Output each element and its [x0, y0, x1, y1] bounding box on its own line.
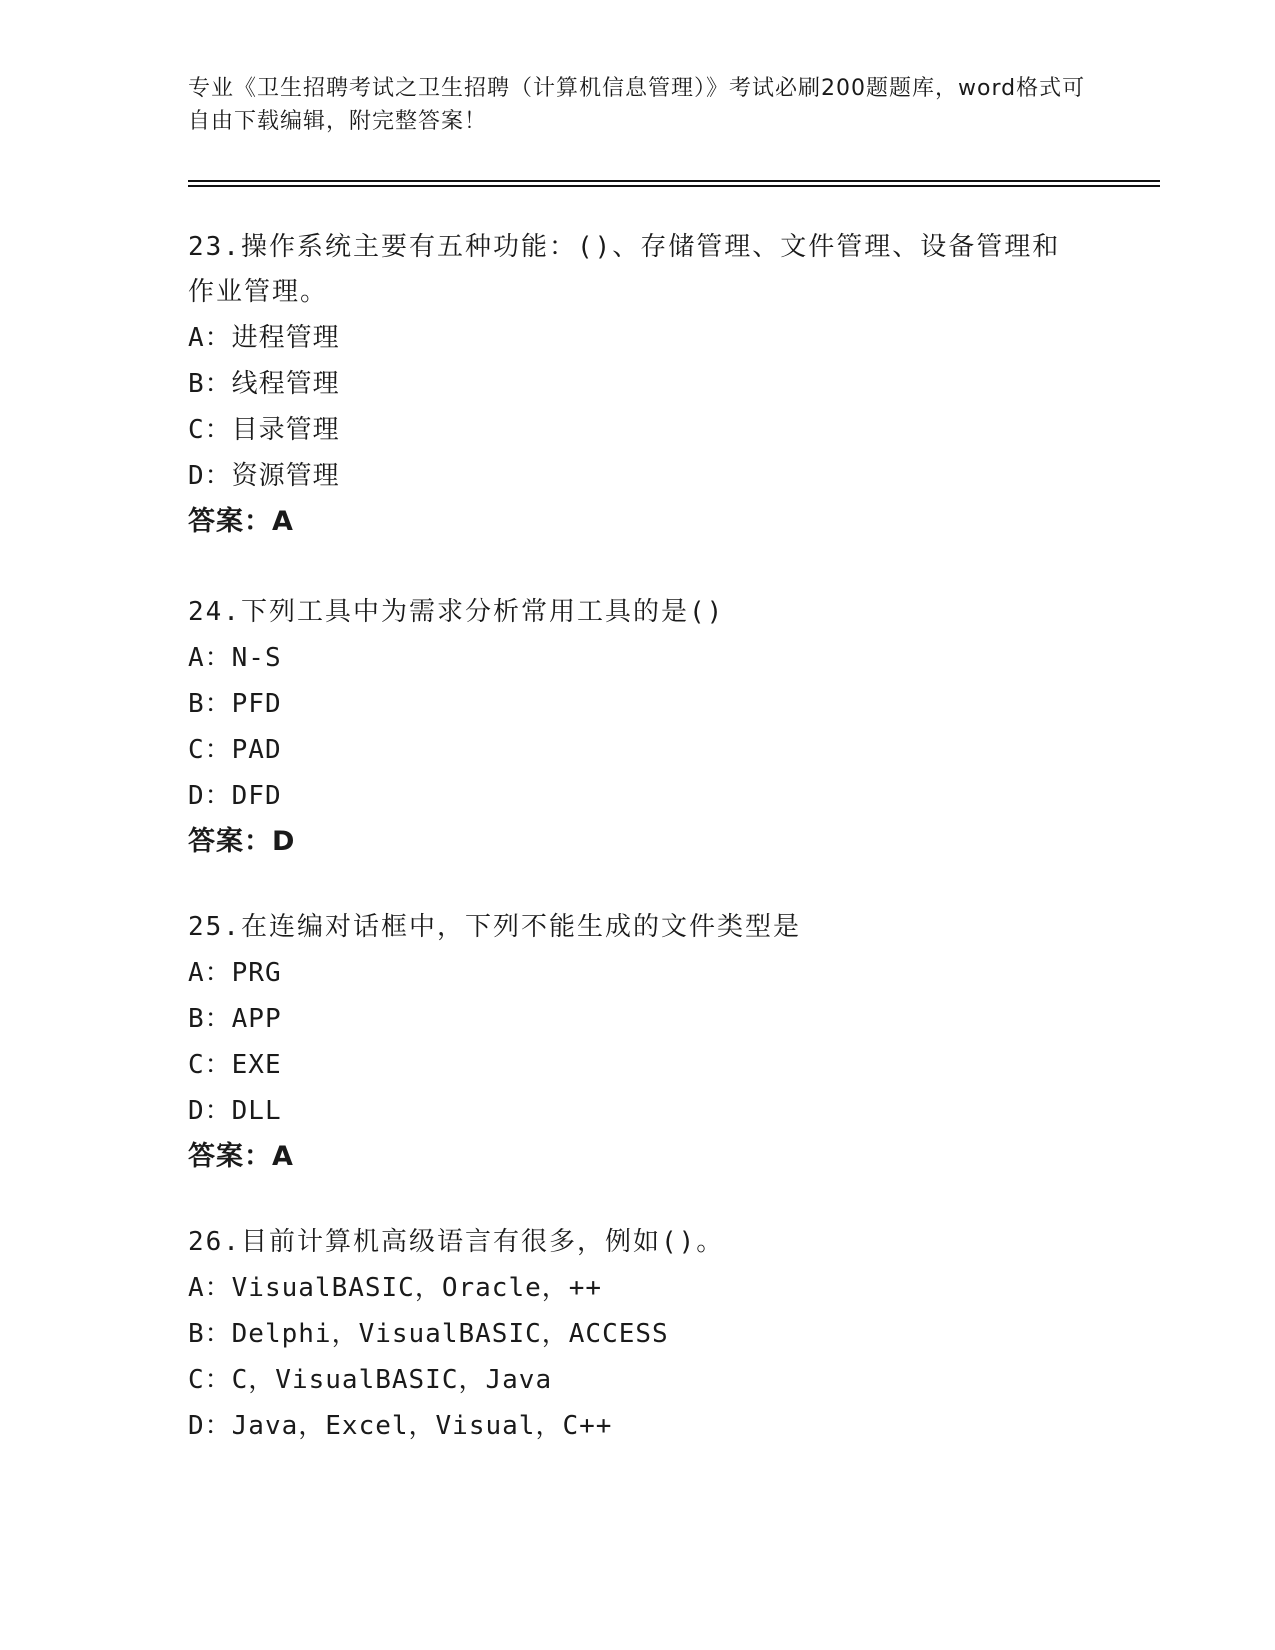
- option-b: B：PFD: [188, 689, 282, 719]
- header-divider-bottom: [188, 185, 1160, 187]
- option-a: A：VisualBASIC，Oracle，++: [188, 1273, 603, 1303]
- option-a: A：PRG: [188, 958, 282, 988]
- option-d: D：DLL: [188, 1096, 282, 1126]
- option-b: B：Delphi，VisualBASIC，ACCESS: [188, 1319, 669, 1349]
- option-d: D：Java，Excel，Visual，C++: [188, 1411, 613, 1441]
- question-26: [188, 1220, 1088, 1449]
- option-a: A：N-S: [188, 643, 282, 673]
- question-24: [188, 590, 1088, 865]
- option-c: C：目录管理: [188, 415, 340, 445]
- question-text: 25.在连编对话框中，下列不能生成的文件类型是: [188, 912, 801, 942]
- document-header: 专业《卫生招聘考试之卫生招聘（计算机信息管理）》考试必刷200题题库，word格式可自由下载编辑，附完整答案！: [188, 76, 1086, 134]
- question-text: 26.目前计算机高级语言有很多，例如()。: [188, 1227, 725, 1257]
- option-d: D：DFD: [188, 781, 282, 811]
- question-25: [188, 905, 1088, 1180]
- header-divider-top: [188, 180, 1160, 182]
- option-b: B：线程管理: [188, 369, 340, 399]
- answer: 答案：D: [188, 826, 296, 857]
- option-b: B：APP: [188, 1004, 282, 1034]
- option-c: C：PAD: [188, 735, 282, 765]
- option-d: D：资源管理: [188, 461, 340, 491]
- answer: 答案：A: [188, 506, 294, 537]
- question-23: [188, 225, 1088, 545]
- question-text: 24.下列工具中为需求分析常用工具的是(): [188, 597, 725, 627]
- option-c: C：EXE: [188, 1050, 282, 1080]
- option-c: C：C，VisualBASIC，Java: [188, 1365, 553, 1395]
- option-a: A：进程管理: [188, 323, 340, 353]
- question-text: 23.操作系统主要有五种功能：()、存储管理、文件管理、设备管理和作业管理。: [188, 232, 1061, 307]
- answer: 答案：A: [188, 1141, 294, 1172]
